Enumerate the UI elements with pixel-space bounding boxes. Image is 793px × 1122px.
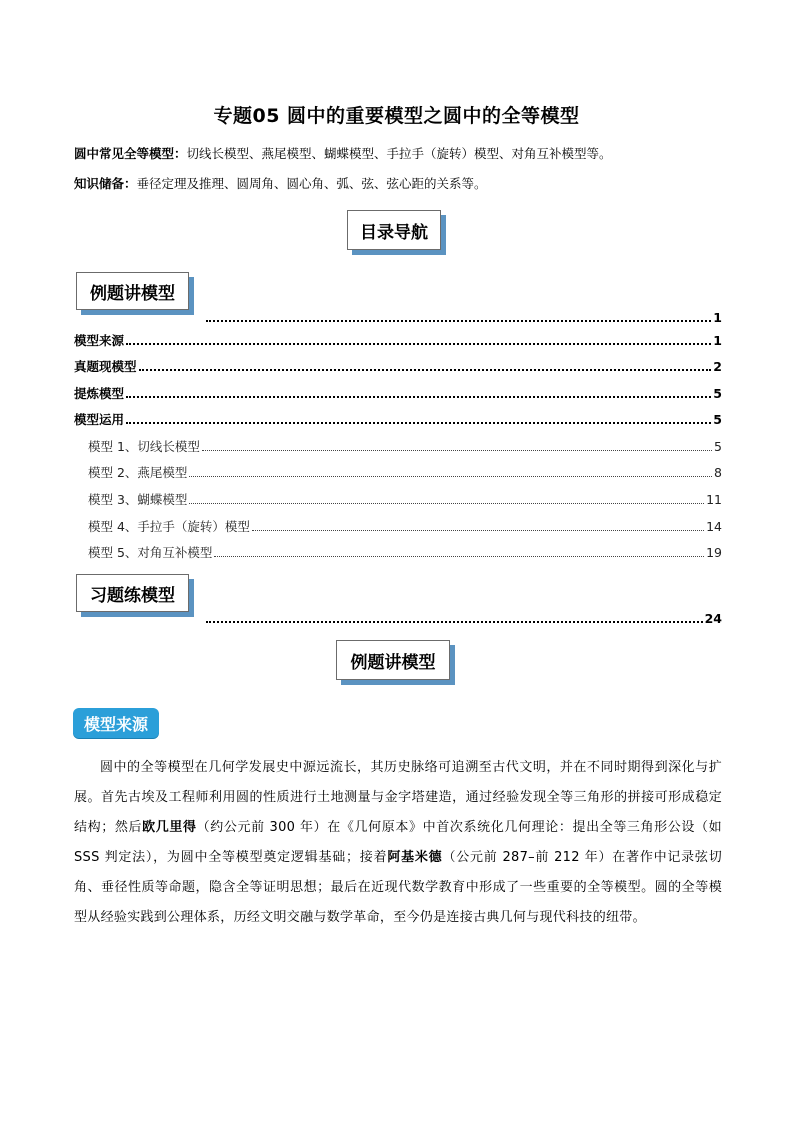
toc-entry-label: 模型 3、蝴蝶模型 <box>88 492 188 507</box>
common-models-label: 圆中常见全等模型： <box>74 146 187 161</box>
toc-page-number: 14 <box>706 519 722 534</box>
paragraph-text: 圆中的全等模型在几何学发展史中源远流长，其历史脉络可追溯至古代文明，并在不同时期得到深化与扩展。首先古埃及工程师利用圆的性质进行土地测量与金字塔建造，通过经验发现全等三角形的拼接可形成稳定结构；然后 <box>74 760 722 835</box>
toc-leader <box>189 476 712 477</box>
toc-section-box-examples: 例题讲模型 <box>76 272 189 310</box>
toc-entry-label: 模型来源 <box>74 333 125 348</box>
toc-entry-label: 模型 5、对角互补模型 <box>88 545 213 560</box>
toc-heading: 目录导航 <box>347 210 441 250</box>
toc-sub-entry[interactable] <box>88 546 722 560</box>
toc-page-number: 2 <box>713 359 722 374</box>
toc-row-examples[interactable] <box>204 311 722 325</box>
page-title: 专题05 圆中的重要模型之圆中的全等模型 <box>213 105 580 127</box>
toc-page-number: 11 <box>706 492 722 507</box>
toc-page-number: 1 <box>713 310 722 325</box>
toc-entry[interactable] <box>74 413 722 427</box>
toc-leader <box>126 343 711 345</box>
toc-leader <box>126 422 711 424</box>
toc-leader <box>214 556 704 557</box>
toc-leader <box>202 450 712 451</box>
toc-section-box-exercises: 习题练模型 <box>76 574 189 612</box>
section-heading-examples: 例题讲模型 <box>336 640 450 680</box>
toc-sub-entry[interactable] <box>88 493 722 507</box>
paragraph-text: （公元前 287–前 212 年）在著作中记录弦切角、垂径性质等命题，隐含全等证明思想；最后在近现代数学教育中形成了一些重要的全等模型。圆的全等模型从经验实践到公理体系，历经文明交融与数学革命，至今仍是连接古典几何与现代科技的纽带。 <box>74 850 723 925</box>
toc-leader <box>252 530 704 531</box>
toc-entry-label: 模型 2、燕尾模型 <box>88 465 188 480</box>
person-name: 欧几里得 <box>142 820 197 835</box>
toc-leader <box>206 621 703 623</box>
toc-page-number: 5 <box>713 412 722 427</box>
toc-leader <box>206 320 711 322</box>
common-models-line <box>74 146 612 162</box>
toc-entry-label: 真题现模型 <box>74 359 137 374</box>
toc-page-number: 5 <box>713 386 722 401</box>
toc-leader <box>139 369 712 371</box>
toc-sub-entry[interactable] <box>88 466 722 480</box>
toc-row-exercises[interactable] <box>204 612 722 626</box>
model-origin-badge: 模型来源 <box>73 708 159 738</box>
paragraph-text: （约公元前 300 年）在《几何原本》中首次系统化几何理论：提出全等三角形公设（如 SSS 判定法），为圆中全等模型奠定逻辑基础；接着 <box>74 820 722 865</box>
toc-entry[interactable] <box>74 360 722 374</box>
toc-leader <box>126 396 711 398</box>
toc-entry-label: 模型运用 <box>74 412 125 427</box>
toc-leader <box>189 503 704 504</box>
person-name: 阿基米德 <box>387 850 443 865</box>
toc-entry-label: 提炼模型 <box>74 386 125 401</box>
toc-page-number: 5 <box>714 439 722 454</box>
toc-sub-entry[interactable] <box>88 440 722 454</box>
toc-entry[interactable] <box>74 334 722 348</box>
toc-page-number: 1 <box>713 333 722 348</box>
knowledge-text: 垂径定理及推理、圆周角、圆心角、弧、弦、弦心距的关系等。 <box>136 176 487 191</box>
toc-entry-label: 模型 4、手拉手（旋转）模型 <box>88 519 250 534</box>
knowledge-line <box>74 176 487 192</box>
toc-sub-entry[interactable] <box>88 520 722 534</box>
common-models-text: 切线长模型、燕尾模型、蝴蝶模型、手拉手（旋转）模型、对角互补模型等。 <box>186 146 612 161</box>
toc-entry[interactable] <box>74 387 722 401</box>
model-origin-paragraph <box>74 753 722 933</box>
toc-page-number: 24 <box>704 611 722 626</box>
toc-page-number: 19 <box>706 545 722 560</box>
toc-page-number: 8 <box>714 465 722 480</box>
knowledge-label: 知识储备： <box>74 176 137 191</box>
toc-entry-label: 模型 1、切线长模型 <box>88 439 200 454</box>
